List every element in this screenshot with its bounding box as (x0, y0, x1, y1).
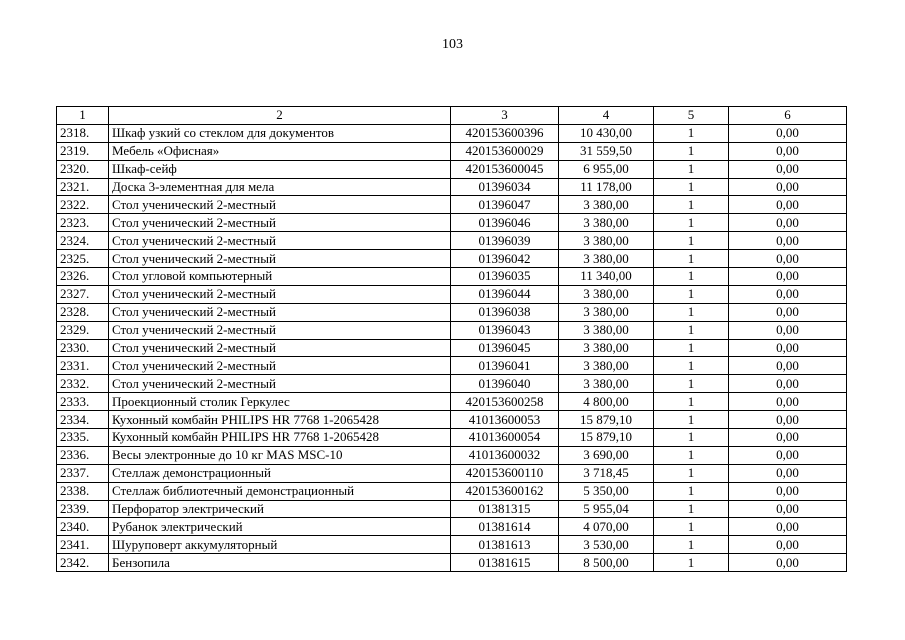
row-number-cell: 2323. (57, 214, 109, 232)
item-name-cell: Шкаф узкий со стеклом для документов (109, 124, 451, 142)
inventory-number-cell: 01396038 (451, 303, 559, 321)
inventory-number-cell: 01396039 (451, 232, 559, 250)
quantity-cell: 1 (654, 303, 729, 321)
quantity-cell: 1 (654, 429, 729, 447)
residual-value-cell: 0,00 (729, 357, 847, 375)
item-name-cell: Стол ученический 2-местный (109, 196, 451, 214)
item-name-cell: Стол ученический 2-местный (109, 339, 451, 357)
row-number-cell: 2319. (57, 142, 109, 160)
residual-value-cell: 0,00 (729, 411, 847, 429)
quantity-cell: 1 (654, 339, 729, 357)
residual-value-cell: 0,00 (729, 554, 847, 572)
inventory-number-cell: 01396040 (451, 375, 559, 393)
table-row (57, 446, 847, 464)
header-col-5: 5 (654, 107, 729, 125)
quantity-cell: 1 (654, 160, 729, 178)
table-row (57, 142, 847, 160)
quantity-cell: 1 (654, 375, 729, 393)
inventory-number-cell: 01381315 (451, 500, 559, 518)
residual-value-cell: 0,00 (729, 214, 847, 232)
row-number-cell: 2342. (57, 554, 109, 572)
item-name-cell: Стол ученический 2-местный (109, 250, 451, 268)
table-row (57, 214, 847, 232)
table-row (57, 268, 847, 286)
item-name-cell: Стол ученический 2-местный (109, 375, 451, 393)
header-col-2: 2 (109, 107, 451, 125)
residual-value-cell: 0,00 (729, 375, 847, 393)
cost-value-cell: 4 070,00 (559, 518, 654, 536)
residual-value-cell: 0,00 (729, 536, 847, 554)
cost-value-cell: 6 955,00 (559, 160, 654, 178)
item-name-cell: Стеллаж библиотечный демонстрационный (109, 482, 451, 500)
item-name-cell: Стол ученический 2-местный (109, 321, 451, 339)
quantity-cell: 1 (654, 196, 729, 214)
item-name-cell: Шуруповерт аккумуляторный (109, 536, 451, 554)
residual-value-cell: 0,00 (729, 250, 847, 268)
table-row (57, 250, 847, 268)
quantity-cell: 1 (654, 464, 729, 482)
inventory-number-cell: 01396044 (451, 285, 559, 303)
row-number-cell: 2322. (57, 196, 109, 214)
cost-value-cell: 3 380,00 (559, 303, 654, 321)
residual-value-cell: 0,00 (729, 446, 847, 464)
inventory-number-cell: 01381613 (451, 536, 559, 554)
row-number-cell: 2341. (57, 536, 109, 554)
item-name-cell: Шкаф-сейф (109, 160, 451, 178)
item-name-cell: Стеллаж демонстрационный (109, 464, 451, 482)
residual-value-cell: 0,00 (729, 321, 847, 339)
quantity-cell: 1 (654, 142, 729, 160)
inventory-number-cell: 01396043 (451, 321, 559, 339)
inventory-number-cell: 01396042 (451, 250, 559, 268)
row-number-cell: 2324. (57, 232, 109, 250)
inventory-number-cell: 01396034 (451, 178, 559, 196)
cost-value-cell: 3 380,00 (559, 214, 654, 232)
item-name-cell: Стол ученический 2-местный (109, 303, 451, 321)
cost-value-cell: 3 718,45 (559, 464, 654, 482)
quantity-cell: 1 (654, 536, 729, 554)
header-col-4: 4 (559, 107, 654, 125)
header-col-1: 1 (57, 107, 109, 125)
table-row (57, 429, 847, 447)
quantity-cell: 1 (654, 124, 729, 142)
cost-value-cell: 8 500,00 (559, 554, 654, 572)
item-name-cell: Стол ученический 2-местный (109, 285, 451, 303)
residual-value-cell: 0,00 (729, 285, 847, 303)
row-number-cell: 2331. (57, 357, 109, 375)
inventory-number-cell: 01396041 (451, 357, 559, 375)
table-row (57, 196, 847, 214)
residual-value-cell: 0,00 (729, 464, 847, 482)
table-row (57, 321, 847, 339)
table-row (57, 232, 847, 250)
row-number-cell: 2335. (57, 429, 109, 447)
quantity-cell: 1 (654, 554, 729, 572)
table-row (57, 554, 847, 572)
item-name-cell: Перфоратор электрический (109, 500, 451, 518)
residual-value-cell: 0,00 (729, 482, 847, 500)
table-row (57, 411, 847, 429)
inventory-number-cell: 01396045 (451, 339, 559, 357)
cost-value-cell: 3 380,00 (559, 321, 654, 339)
item-name-cell: Мебель «Офисная» (109, 142, 451, 160)
cost-value-cell: 11 340,00 (559, 268, 654, 286)
inventory-number-cell: 420153600258 (451, 393, 559, 411)
table-row (57, 339, 847, 357)
row-number-cell: 2339. (57, 500, 109, 518)
row-number-cell: 2338. (57, 482, 109, 500)
cost-value-cell: 5 350,00 (559, 482, 654, 500)
inventory-number-cell: 41013600053 (451, 411, 559, 429)
cost-value-cell: 10 430,00 (559, 124, 654, 142)
item-name-cell: Весы электронные до 10 кг MAS MSC-10 (109, 446, 451, 464)
row-number-cell: 2320. (57, 160, 109, 178)
table-row (57, 482, 847, 500)
quantity-cell: 1 (654, 411, 729, 429)
table-row (57, 393, 847, 411)
item-name-cell: Доска 3-элементная для мела (109, 178, 451, 196)
residual-value-cell: 0,00 (729, 393, 847, 411)
inventory-number-cell: 01396047 (451, 196, 559, 214)
header-col-6: 6 (729, 107, 847, 125)
row-number-cell: 2327. (57, 285, 109, 303)
residual-value-cell: 0,00 (729, 178, 847, 196)
row-number-cell: 2336. (57, 446, 109, 464)
item-name-cell: Рубанок электрический (109, 518, 451, 536)
row-number-cell: 2326. (57, 268, 109, 286)
inventory-number-cell: 01396046 (451, 214, 559, 232)
residual-value-cell: 0,00 (729, 339, 847, 357)
residual-value-cell: 0,00 (729, 142, 847, 160)
inventory-number-cell: 01396035 (451, 268, 559, 286)
cost-value-cell: 3 380,00 (559, 375, 654, 393)
item-name-cell: Стол ученический 2-местный (109, 357, 451, 375)
table-row (57, 536, 847, 554)
inventory-table (56, 106, 847, 572)
quantity-cell: 1 (654, 268, 729, 286)
row-number-cell: 2325. (57, 250, 109, 268)
table-row (57, 303, 847, 321)
cost-value-cell: 15 879,10 (559, 429, 654, 447)
item-name-cell: Стол угловой компьютерный (109, 268, 451, 286)
row-number-cell: 2329. (57, 321, 109, 339)
table-row (57, 518, 847, 536)
item-name-cell: Проекционный столик Геркулес (109, 393, 451, 411)
quantity-cell: 1 (654, 178, 729, 196)
residual-value-cell: 0,00 (729, 429, 847, 447)
quantity-cell: 1 (654, 250, 729, 268)
table-row (57, 178, 847, 196)
cost-value-cell: 31 559,50 (559, 142, 654, 160)
cost-value-cell: 3 380,00 (559, 250, 654, 268)
table-row (57, 375, 847, 393)
residual-value-cell: 0,00 (729, 303, 847, 321)
row-number-cell: 2333. (57, 393, 109, 411)
quantity-cell: 1 (654, 500, 729, 518)
table-row (57, 500, 847, 518)
inventory-number-cell: 420153600045 (451, 160, 559, 178)
table-body (57, 124, 847, 571)
quantity-cell: 1 (654, 446, 729, 464)
inventory-number-cell: 41013600032 (451, 446, 559, 464)
table-row (57, 285, 847, 303)
item-name-cell: Кухонный комбайн PHILIPS HR 7768 1-2065428 (109, 411, 451, 429)
table-header (57, 107, 847, 125)
quantity-cell: 1 (654, 321, 729, 339)
header-row (57, 107, 847, 125)
quantity-cell: 1 (654, 214, 729, 232)
row-number-cell: 2318. (57, 124, 109, 142)
table-row (57, 464, 847, 482)
cost-value-cell: 4 800,00 (559, 393, 654, 411)
page-number: 103 (442, 37, 463, 52)
inventory-number-cell: 420153600396 (451, 124, 559, 142)
cost-value-cell: 5 955,04 (559, 500, 654, 518)
quantity-cell: 1 (654, 232, 729, 250)
header-col-3: 3 (451, 107, 559, 125)
item-name-cell: Стол ученический 2-местный (109, 214, 451, 232)
cost-value-cell: 3 380,00 (559, 196, 654, 214)
quantity-cell: 1 (654, 482, 729, 500)
residual-value-cell: 0,00 (729, 160, 847, 178)
inventory-number-cell: 420153600162 (451, 482, 559, 500)
row-number-cell: 2330. (57, 339, 109, 357)
cost-value-cell: 3 530,00 (559, 536, 654, 554)
row-number-cell: 2332. (57, 375, 109, 393)
cost-value-cell: 3 380,00 (559, 285, 654, 303)
cost-value-cell: 11 178,00 (559, 178, 654, 196)
inventory-number-cell: 01381615 (451, 554, 559, 572)
cost-value-cell: 3 380,00 (559, 232, 654, 250)
inventory-number-cell: 420153600029 (451, 142, 559, 160)
row-number-cell: 2334. (57, 411, 109, 429)
residual-value-cell: 0,00 (729, 500, 847, 518)
row-number-cell: 2321. (57, 178, 109, 196)
residual-value-cell: 0,00 (729, 268, 847, 286)
item-name-cell: Кухонный комбайн PHILIPS HR 7768 1-2065428 (109, 429, 451, 447)
item-name-cell: Стол ученический 2-местный (109, 232, 451, 250)
item-name-cell: Бензопила (109, 554, 451, 572)
table-row (57, 160, 847, 178)
quantity-cell: 1 (654, 393, 729, 411)
cost-value-cell: 3 380,00 (559, 339, 654, 357)
row-number-cell: 2340. (57, 518, 109, 536)
table-row (57, 124, 847, 142)
cost-value-cell: 15 879,10 (559, 411, 654, 429)
table-row (57, 357, 847, 375)
quantity-cell: 1 (654, 518, 729, 536)
residual-value-cell: 0,00 (729, 124, 847, 142)
inventory-number-cell: 41013600054 (451, 429, 559, 447)
row-number-cell: 2328. (57, 303, 109, 321)
inventory-number-cell: 01381614 (451, 518, 559, 536)
residual-value-cell: 0,00 (729, 196, 847, 214)
row-number-cell: 2337. (57, 464, 109, 482)
residual-value-cell: 0,00 (729, 232, 847, 250)
residual-value-cell: 0,00 (729, 518, 847, 536)
cost-value-cell: 3 690,00 (559, 446, 654, 464)
cost-value-cell: 3 380,00 (559, 357, 654, 375)
quantity-cell: 1 (654, 285, 729, 303)
quantity-cell: 1 (654, 357, 729, 375)
inventory-number-cell: 420153600110 (451, 464, 559, 482)
